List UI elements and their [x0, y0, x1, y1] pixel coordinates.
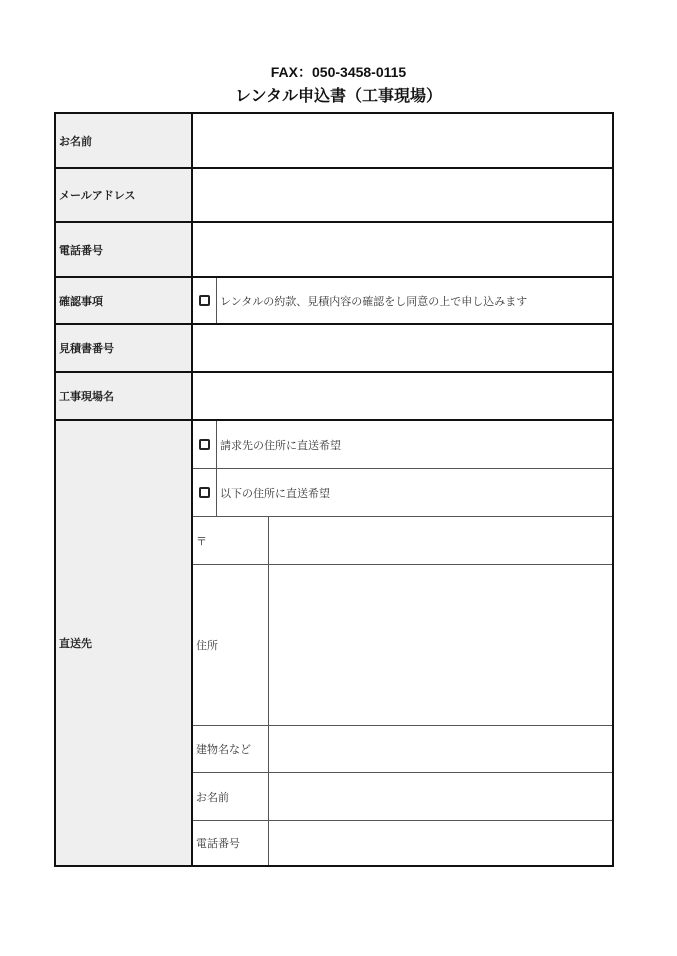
address-label: 住所	[193, 565, 269, 725]
row-site-name[interactable]	[56, 373, 612, 421]
postal-code-field[interactable]	[193, 517, 612, 565]
application-form-table	[54, 112, 614, 867]
label-confirm: 確認事項	[56, 278, 193, 323]
checkbox-icon	[199, 439, 210, 450]
label-quote-number: 見積書番号	[56, 325, 193, 371]
label-phone: 電話番号	[56, 223, 193, 276]
building-field[interactable]	[193, 726, 612, 773]
label-name: お名前	[56, 114, 193, 167]
row-phone[interactable]	[56, 223, 612, 278]
label-site-name: 工事現場名	[56, 373, 193, 419]
confirm-checkbox[interactable]	[193, 278, 217, 323]
billing-address-label: 請求先の住所に直送希望	[220, 438, 341, 452]
row-email[interactable]	[56, 169, 612, 223]
confirm-text: レンタルの約款、見積内容の確認をし同意の上で申し込みます	[220, 294, 528, 308]
recipient-phone-label: 電話番号	[193, 821, 269, 865]
label-email: メールアドレス	[56, 169, 193, 221]
address-field[interactable]	[193, 565, 612, 726]
recipient-name-label: お名前	[193, 773, 269, 820]
row-quote-number[interactable]	[56, 325, 612, 373]
postal-label: 〒	[193, 517, 269, 564]
delivery-option-billing[interactable]	[193, 421, 612, 469]
checkbox-icon	[199, 295, 210, 306]
recipient-phone-field[interactable]	[193, 821, 612, 865]
checkbox-icon	[199, 487, 210, 498]
recipient-name-field[interactable]	[193, 773, 612, 821]
building-label: 建物名など	[193, 726, 269, 772]
form-title: レンタル申込書（工事現場）	[235, 86, 442, 105]
billing-address-checkbox[interactable]	[193, 421, 217, 468]
below-address-label: 以下の住所に直送希望	[220, 486, 330, 500]
row-confirm	[56, 278, 612, 325]
row-name[interactable]	[56, 114, 612, 169]
below-address-checkbox[interactable]	[193, 469, 217, 516]
label-delivery: 直送先	[56, 421, 193, 865]
fax-number: FAX：050-3458-0115	[270, 64, 407, 80]
row-delivery	[56, 421, 612, 865]
delivery-option-below[interactable]	[193, 469, 612, 517]
